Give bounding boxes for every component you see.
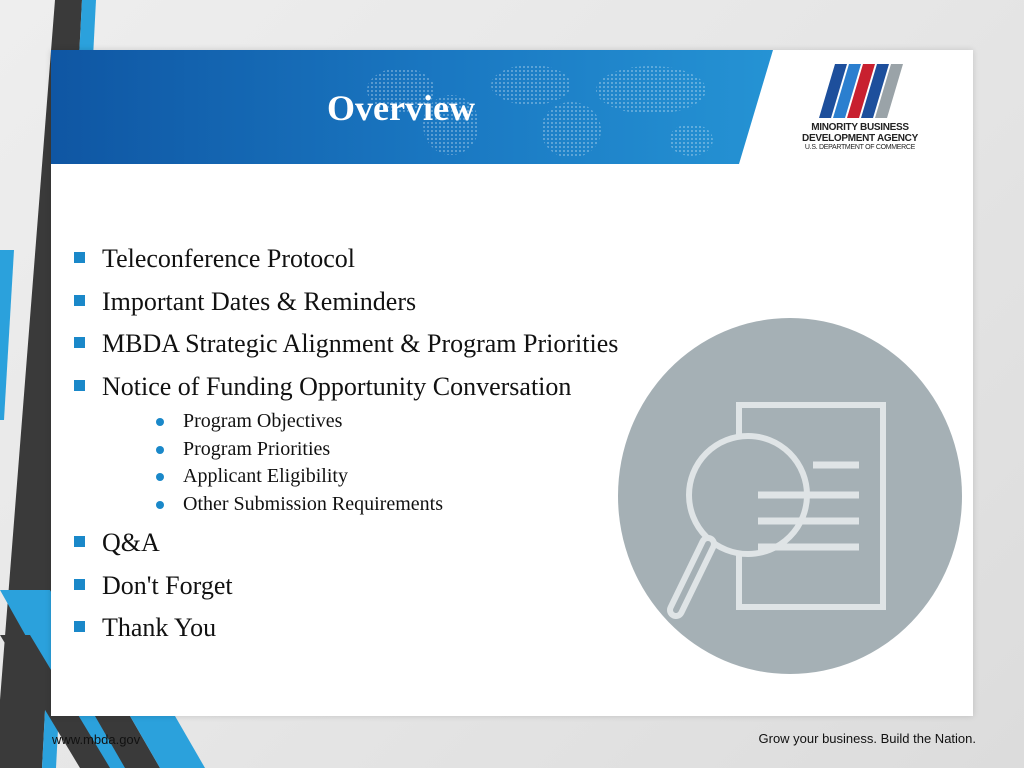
square-bullet-icon — [74, 536, 85, 547]
agenda-subitem-label: Other Submission Requirements — [183, 492, 443, 515]
agenda-item — [71, 565, 691, 608]
agenda-item-label: Important Dates & Reminders — [102, 286, 417, 316]
agenda-subitem-label: Program Priorities — [183, 437, 331, 460]
agenda-item — [71, 366, 691, 519]
agenda-list — [71, 238, 691, 650]
agenda-item — [71, 522, 691, 565]
square-bullet-icon — [74, 380, 85, 391]
mbda-logo — [795, 64, 925, 154]
round-bullet-icon — [156, 446, 164, 454]
agenda-item — [71, 281, 691, 324]
square-bullet-icon — [74, 295, 85, 306]
document-magnifier-icon — [618, 318, 962, 674]
agenda-sublist — [102, 408, 691, 518]
agenda-item-label: Thank You — [102, 613, 217, 642]
agenda-item — [71, 607, 691, 650]
slide-canvas — [51, 50, 973, 716]
square-bullet-icon — [74, 621, 85, 632]
agenda-subitem-label: Applicant Eligibility — [183, 465, 348, 487]
agenda-subitem — [102, 408, 691, 436]
agenda-subitem — [102, 463, 691, 491]
agenda-subitem — [102, 491, 691, 519]
square-bullet-icon — [74, 579, 85, 590]
round-bullet-icon — [156, 473, 164, 481]
logo-text-line3: U.S. DEPARTMENT OF COMMERCE — [804, 144, 916, 151]
agenda-item-label: Don't Forget — [102, 570, 233, 600]
mbda-logo-mark-icon — [819, 64, 909, 118]
round-bullet-icon — [156, 418, 164, 426]
agenda-item-label: Q&A — [102, 528, 160, 557]
footer-tagline: Grow your business. Build the Nation. — [758, 731, 976, 746]
agenda-item — [71, 323, 691, 366]
slide-title: Overview — [327, 88, 475, 128]
agenda-subitem-label: Program Objectives — [183, 410, 343, 432]
footer-website-link[interactable]: www.mbda.gov — [52, 732, 141, 747]
square-bullet-icon — [74, 252, 85, 263]
agenda-item — [71, 238, 691, 281]
agenda-subitem — [102, 436, 691, 464]
logo-text-line1: MINORITY BUSINESS — [811, 122, 909, 133]
agenda-item-label: MBDA Strategic Alignment & Program Priorities — [102, 329, 619, 358]
agenda-item-label: Notice of Funding Opportunity Conversation — [102, 371, 572, 401]
square-bullet-icon — [74, 337, 85, 348]
logo-text-line2: DEVELOPMENT AGENCY — [802, 133, 918, 144]
agenda-item-label: Teleconference Protocol — [102, 244, 355, 273]
round-bullet-icon — [156, 501, 164, 509]
